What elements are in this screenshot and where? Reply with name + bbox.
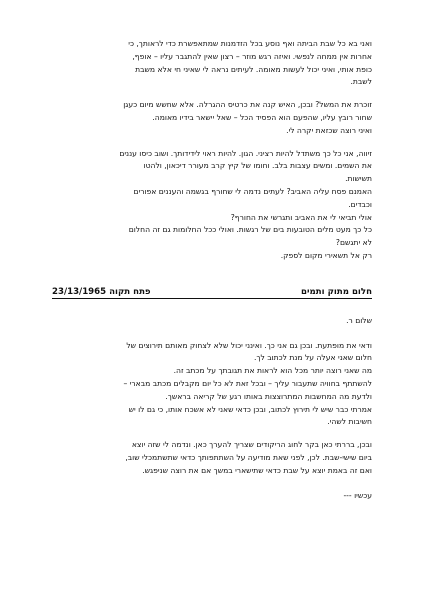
section-header — [52, 287, 372, 299]
text-line: זוכרת את המשל? ובכן, האיש קנה את כרטיס ההגרלה. אלא שחשש מיום כעגן — [123, 100, 372, 110]
closing-text: עכשיו --- — [343, 490, 372, 500]
text-line: כל כך מעט מלים הטובעות בים של רגשות. ואולי ככל החלומות גם זה החלום — [128, 225, 372, 235]
text-line: מה שאני רוצה יותר מכל הוא לראות את תגובתך על מכתב זה. — [173, 366, 372, 376]
text-line: רק אל תשאירי מקום לספק. — [280, 250, 372, 260]
text-line: שחור רובץ עליו, שהפעם הוא הפסיד הכל – שאל יישאר בידיו מאומה. — [152, 112, 372, 122]
text-line: ובכן, בררתי כאן בקר לחוג הריקודים שצריך להערך כאן. ונדמה לי שזה יוצא — [131, 440, 372, 450]
text-line: חשיבות לשהי. — [327, 417, 372, 427]
greeting — [52, 315, 372, 328]
closing-line — [52, 490, 372, 503]
text-line: האמנם פסח עליה האביב? לעתים נדמה לי שחורף בגשמה והעננים אפורים — [133, 186, 372, 196]
letter-paragraph — [52, 340, 372, 430]
text-line: ולדעת מה המחשבות המתרוצצות באותו רגע של קריאה בראשך. — [165, 391, 372, 401]
section-title: חלום מתוק ותמים — [301, 286, 372, 297]
text-line: להשתתף בחוויה שתעבור עליך – ובכל זאת לא כל יום מקבלים מכתב מבארי – — [123, 378, 372, 388]
text-line: ואני בא כל שבת הביתה ואף נוסע בכל הזדמנות שמתאפשרת כדי לראותך, כי — [128, 39, 372, 48]
text-line: וכבדים. — [348, 199, 372, 209]
letter-paragraph — [52, 148, 372, 263]
greeting-line: שלום ר. — [346, 315, 372, 325]
text-line: ודאי את מופתעת. ובכן גם אני כך. ואינני יכול שלא לצחוק מאותם תירוצים של — [126, 340, 372, 350]
letter-paragraph — [52, 38, 372, 89]
text-line: ואם זה באמת יוצא על שבת כדאי שתישארי במשך אם את רוצה שניפגש. — [142, 465, 372, 475]
text-line: אולי תביאי לי את האביב ותגרשי את החורף? — [230, 212, 372, 222]
text-line: תשישות. — [345, 174, 372, 184]
text-line: זיווה, אני כל כך משתדל להיות רציני. הגון. להיות ראוי לידידותך. ושוב כיסו עננים — [119, 148, 372, 158]
letter-paragraph — [52, 439, 372, 477]
text-line: ואיני רוצה שכזאת יקרה לי. — [286, 125, 372, 135]
text-line: אמרתי כבר שיש לי תירוץ לכתוב, ובכן כדאי שאני לא אשכח אותו, כי גם לו יש — [128, 404, 372, 414]
text-line: חלום שאני אעלה על מנת לכתוב לך. — [253, 353, 372, 363]
text-line: ביום שישי-שבת. לכן, לפני שאת מודיעה על השתתפותך כדאי שתשתמכלי שוב, — [125, 452, 372, 462]
letter-paragraph — [52, 99, 372, 137]
text-line: אחרות אין ממחה לנפשי. ואיזה רגש מוזר – רצון שאין להתגבר עליו – אופף, — [132, 51, 372, 61]
text-line: כופת אותי, ואיני יכול לעשות מאומה. לעיתים נראה לי שאיני חי אלא משבת — [135, 64, 372, 74]
place-date: פתח תקוה 23/13/1965 — [52, 286, 151, 297]
text-line: את השמים. ומשים עצבות בלב. וחומו של קיץ קרב מעורר דיכאון, ולהטו — [143, 161, 372, 171]
text-line: לשבת. — [350, 77, 372, 87]
text-line: לא יתגשם? — [335, 238, 372, 248]
